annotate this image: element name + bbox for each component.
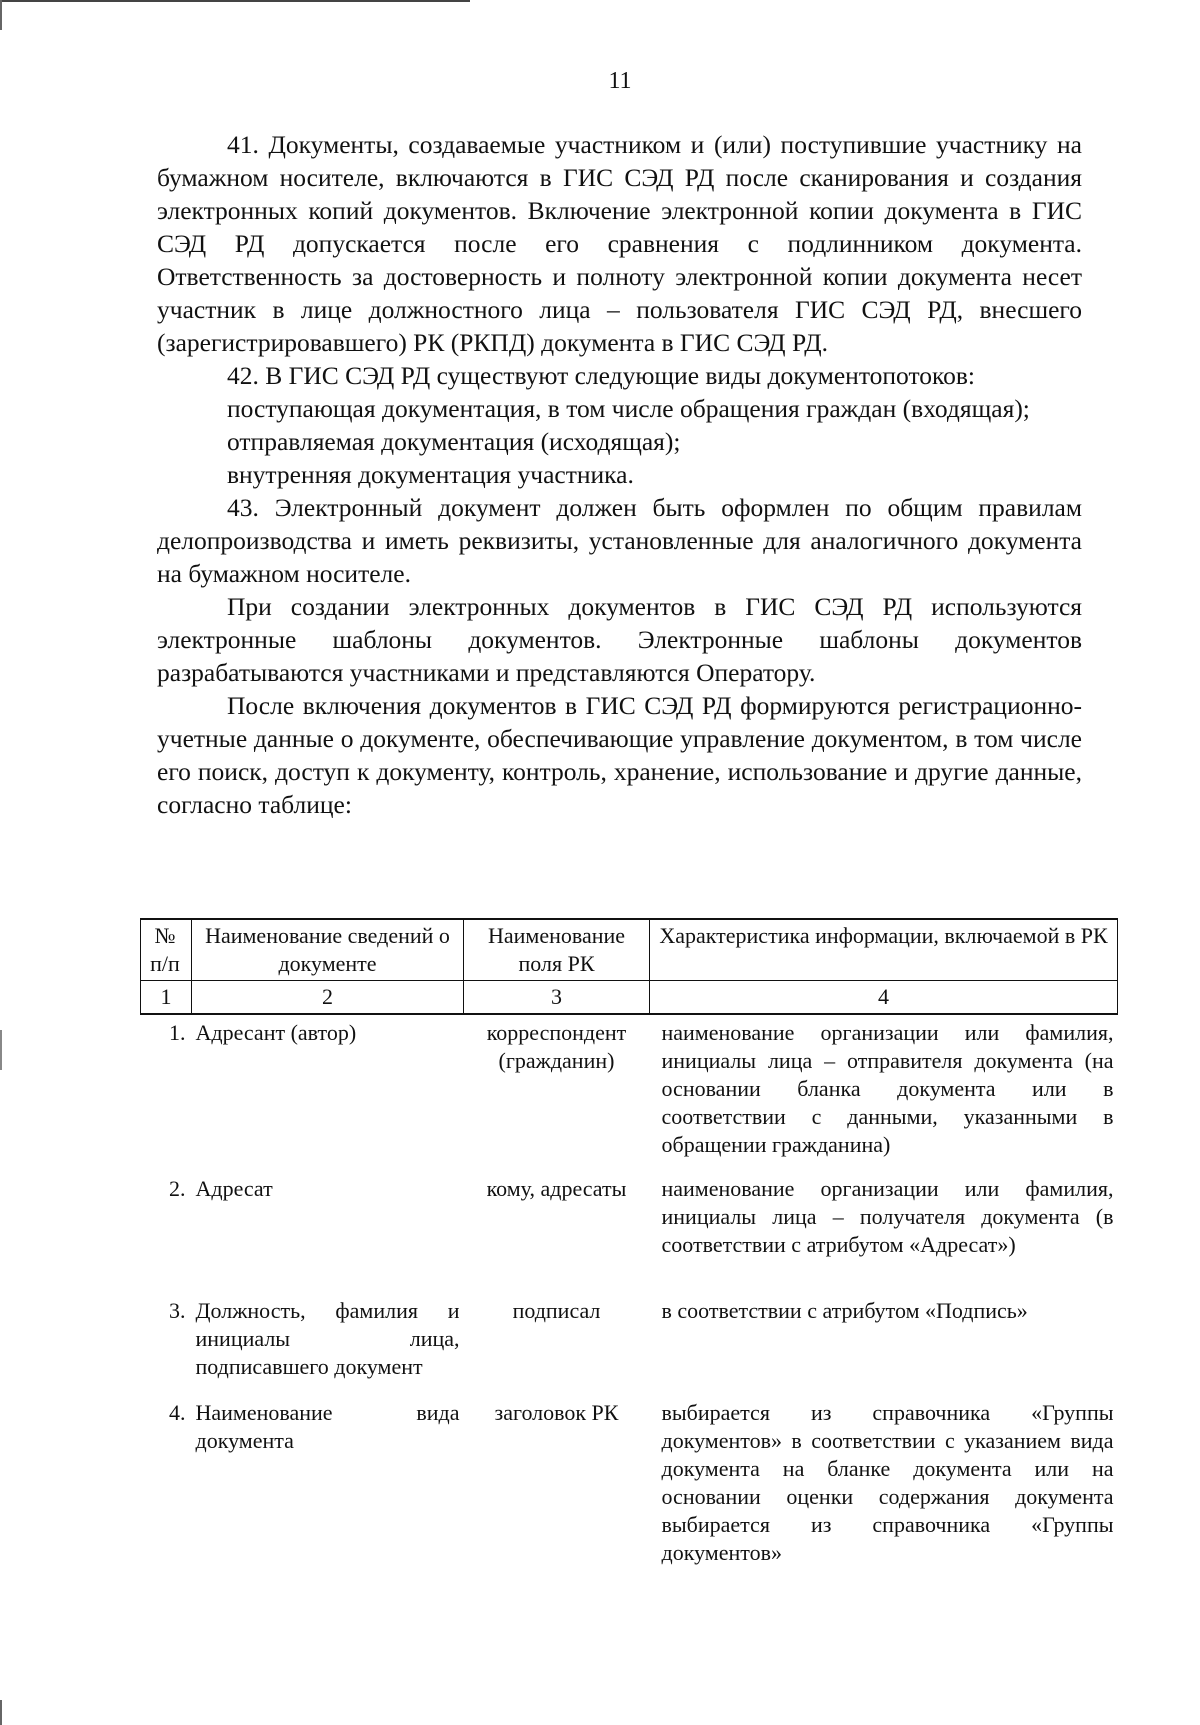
row-description: выбирается из справочника «Группы документов» в соответствии с указанием вида документа на бланке документа или на основании оценки содержания документа выбирается из справочника «Группы документов»: [661, 1400, 1114, 1565]
column-number-2: 2: [192, 981, 464, 1015]
scan-edge-top: [0, 0, 470, 2]
table-row: [141, 1014, 1118, 1171]
row-name: Наименование вида документа: [195, 1400, 460, 1453]
document-body: [157, 128, 1082, 821]
table-header-row: [141, 919, 1118, 981]
scan-edge-left: [0, 0, 2, 1725]
paragraph-42: 42. В ГИС СЭД РД существуют следующие виды документопотоков:: [227, 361, 975, 390]
row-number: 4.: [169, 1400, 186, 1425]
row-number: 1.: [169, 1020, 186, 1045]
header-name: Наименование сведений о документе: [192, 919, 464, 981]
table-row: [141, 1293, 1118, 1395]
paragraph-42-item-outgoing: отправляемая документация (исходящая);: [227, 427, 681, 456]
paragraph-42-item-incoming: поступающая документация, в том числе обращения граждан (входящая);: [227, 394, 1030, 423]
paragraph-42-item-internal: внутренняя документация участника.: [227, 460, 634, 489]
header-field: Наименование поля РК: [464, 919, 650, 981]
row-field: корреспондент (гражданин): [486, 1020, 627, 1073]
paragraph-43-registration-data: После включения документов в ГИС СЭД РД формируются регистрационно-учетные данные о документе, обеспечивающие управление документом, в том числе его поиск, доступ к документу, контроль, хранение, использование и другие данные, согласно таблице:: [157, 691, 1082, 819]
paragraph-41: 41. Документы, создаваемые участником и (или) поступившие участнику на бумажном носителе, включаются в ГИС СЭД РД после сканирования и создания электронных копий документов. Включение электронной копии документа в ГИС СЭД РД допускается после его сравнения с подлинником документа. Ответственность за достоверность и полноту электронной копии документа несет участник в лице должностного лица – пользователя ГИС СЭД РД, внесшего (зарегистрировавшего) РК (РКПД) документа в ГИС СЭД РД.: [157, 130, 1082, 357]
row-name: Адресант (автор): [195, 1020, 357, 1045]
column-number-1: 1: [141, 981, 192, 1015]
table-row: [141, 1395, 1118, 1567]
row-description: наименование организации или фамилия, инициалы лица – получателя документа (в соответствии с атрибутом «Адресат»): [661, 1176, 1114, 1257]
header-description: Характеристика информации, включаемой в РК: [650, 919, 1118, 981]
table-column-numbers-row: [141, 981, 1118, 1015]
header-number: № п/п: [141, 919, 192, 981]
paragraph-43-templates: При создании электронных документов в ГИС СЭД РД используются электронные шаблоны документов. Электронные шаблоны документов разрабатываются участниками и представляются Оператору.: [157, 592, 1082, 687]
row-description: в соответствии с атрибутом «Подпись»: [661, 1298, 1028, 1323]
row-field: заголовок РК: [494, 1400, 619, 1425]
table-row: [141, 1171, 1118, 1293]
row-name: Адресат: [195, 1176, 273, 1201]
column-number-3: 3: [464, 981, 650, 1015]
paragraph-43: 43. Электронный документ должен быть оформлен по общим правилам делопроизводства и иметь реквизиты, установленные для аналогичного документа на бумажном носителе.: [157, 493, 1082, 588]
row-name: Должность, фамилия и инициалы лица, подписавшего документ: [195, 1298, 460, 1379]
row-number: 3.: [169, 1298, 186, 1323]
registration-data-table: [140, 918, 1118, 1567]
page-number: 11: [608, 68, 632, 94]
row-field: подписал: [512, 1298, 601, 1323]
row-description: наименование организации или фамилия, инициалы лица – отправителя документа (на основании бланка документа или в соответствии с данными, указанными в обращении гражданина): [661, 1020, 1114, 1157]
row-number: 2.: [169, 1176, 186, 1201]
column-number-4: 4: [650, 981, 1118, 1015]
row-field: кому, адресаты: [486, 1176, 627, 1201]
